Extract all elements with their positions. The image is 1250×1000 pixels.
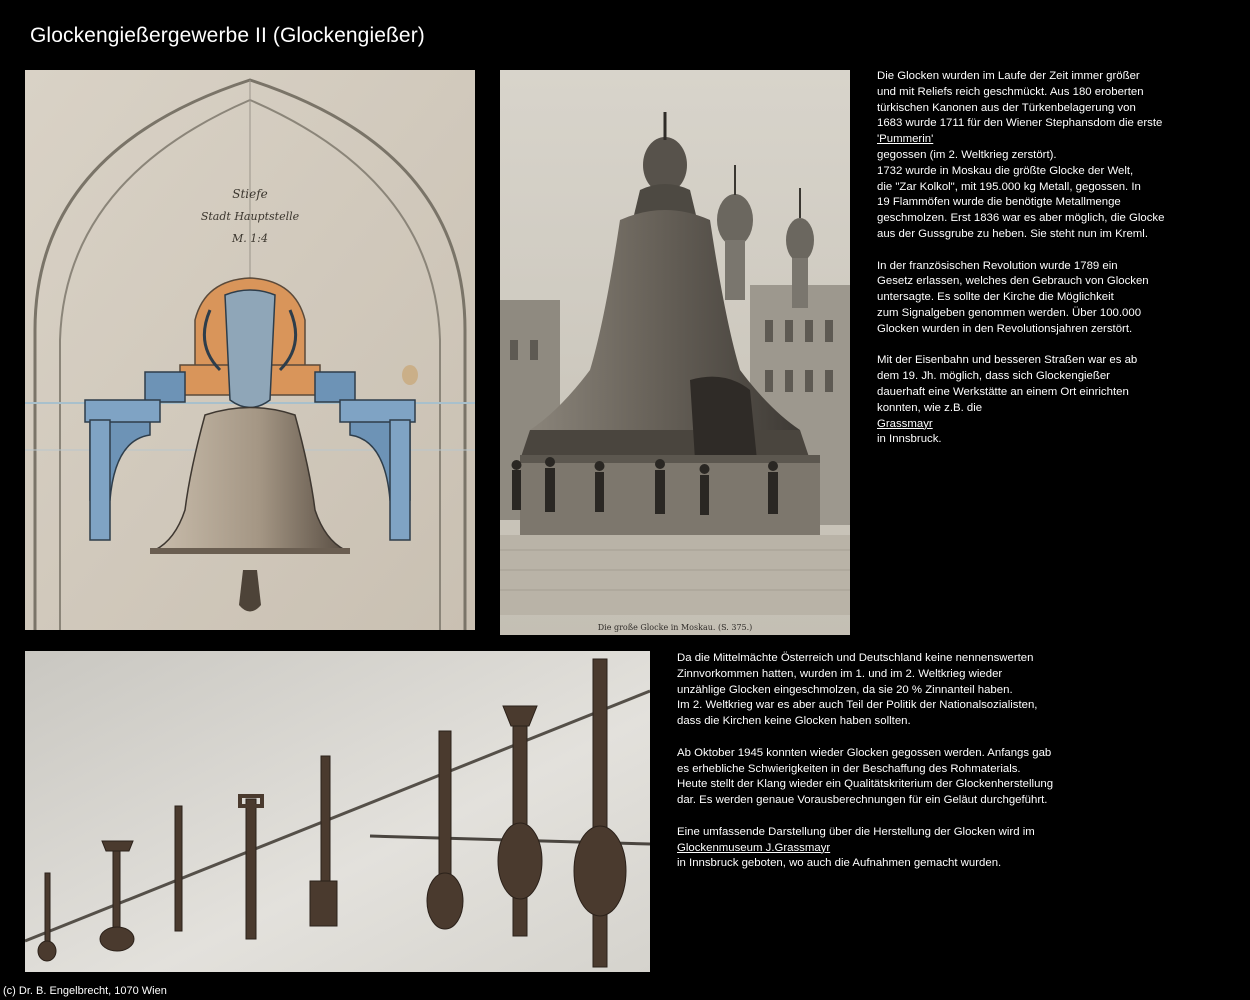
text-line: die "Zar Kolkol", mit 195.000 kg Metall, gegossen. In <box>877 180 1141 193</box>
text-line: unzählige Glocken eingeschmolzen, da sie 20 % Zinnanteil haben. <box>677 683 1013 696</box>
text-line: untersagte. Es sollte der Kirche die Möglichkeit <box>877 291 1114 304</box>
text-line: dauerhaft eine Werkstätte an einem Ort einrichten <box>877 385 1129 398</box>
drawing-caption-line3: M. 1:4 <box>232 232 268 245</box>
text-line: Glocken wurden in den Revolutionsjahren zerstört. <box>877 322 1133 335</box>
text-line: dass die Kirchen keine Glocken haben sollten. <box>677 715 911 728</box>
drawing-caption-line2: Stadt Hauptstelle <box>200 210 300 223</box>
text-line: Zinnvorkommen hatten, wurden im 1. und im 2. Weltkrieg wieder <box>677 667 1003 680</box>
text-line: es erhebliche Schwierigkeiten in der Beschaffung des Rohmaterials. <box>677 762 1021 775</box>
glockenmuseum-link[interactable]: Glockenmuseum J.Grassmayr <box>677 841 831 854</box>
text-line: Eine umfassende Darstellung über die Herstellung der Glocken wird im <box>677 825 1035 838</box>
text-line: dar. Es werden genaue Vorausberechnungen für ein Geläut durchgeführt. <box>677 794 1048 807</box>
text-line: in Innsbruck. <box>877 433 942 446</box>
casting-tools-image <box>25 651 650 972</box>
paragraph-bell-size <box>877 69 1217 243</box>
text-line: dem 19. Jh. möglich, dass sich Glockengießer <box>877 370 1110 383</box>
text-line: konnten, wie z.B. die <box>877 401 983 414</box>
tsar-bell-engraving-image <box>500 70 850 635</box>
paragraph-post-1945 <box>677 746 1097 809</box>
text-line: Gesetz erlassen, welches den Gebrauch von Glocken <box>877 275 1149 288</box>
bell-drawing-image <box>25 70 475 630</box>
paragraph-railway <box>877 353 1217 448</box>
text-line: 1683 wurde 1711 für den Wiener Stephansdom die erste <box>877 117 1163 130</box>
engraving-caption: Die große Glocke in Moskau. (S. 375.) <box>597 623 753 632</box>
paragraph-french-revolution <box>877 259 1217 338</box>
text-line: Die Glocken wurden im Laufe der Zeit immer größer <box>877 70 1140 82</box>
text-line: und mit Reliefs reich geschmückt. Aus 180 eroberten <box>877 85 1144 98</box>
text-line: Im 2. Weltkrieg war es aber auch Teil der Politik der Nationalsozialisten, <box>677 699 1038 712</box>
history-text-column <box>877 69 1217 464</box>
drawing-caption-title: Stiefe <box>232 187 268 201</box>
text-line: Da die Mittelmächte Österreich und Deutschland keine nennenswerten <box>677 652 1034 664</box>
text-line: zum Signalgeben genommen werden. Über 100.000 <box>877 306 1142 319</box>
text-line: aus der Gussgrube zu heben. Sie steht nun im Kreml. <box>877 227 1148 240</box>
modern-text-column <box>677 651 1097 888</box>
pummerin-link[interactable]: 'Pummerin' <box>877 133 934 146</box>
copyright-footer: (c) Dr. B. Engelbrecht, 1070 Wien <box>3 985 167 997</box>
text-line: 19 Flammöfen wurde die benötigte Metallmenge <box>877 196 1121 209</box>
text-line: Ab Oktober 1945 konnten wieder Glocken gegossen werden. Anfangs gab <box>677 746 1052 759</box>
text-line: geschmolzen. Erst 1836 war es aber möglich, die Glocke <box>877 212 1165 225</box>
text-line: Heute stellt der Klang wieder ein Qualitätskriterium der Glockenherstellung <box>677 778 1054 791</box>
text-line: türkischen Kanonen aus der Türkenbelagerung von <box>877 101 1136 114</box>
text-line: Mit der Eisenbahn und besseren Straßen war es ab <box>877 354 1138 367</box>
text-line: In der französischen Revolution wurde 1789 ein <box>877 259 1118 272</box>
grassmayr-link[interactable]: Grassmayr <box>877 417 933 430</box>
paragraph-world-wars <box>677 651 1097 730</box>
text-line: gegossen (im 2. Weltkrieg zerstört). <box>877 148 1057 161</box>
text-line: 1732 wurde in Moskau die größte Glocke der Welt, <box>877 164 1134 177</box>
page-title: Glockengießergewerbe II (Glockengießer) <box>30 24 425 47</box>
text-line: in Innsbruck geboten, wo auch die Aufnahmen gemacht wurden. <box>677 857 1002 870</box>
paragraph-museum <box>677 825 1097 872</box>
